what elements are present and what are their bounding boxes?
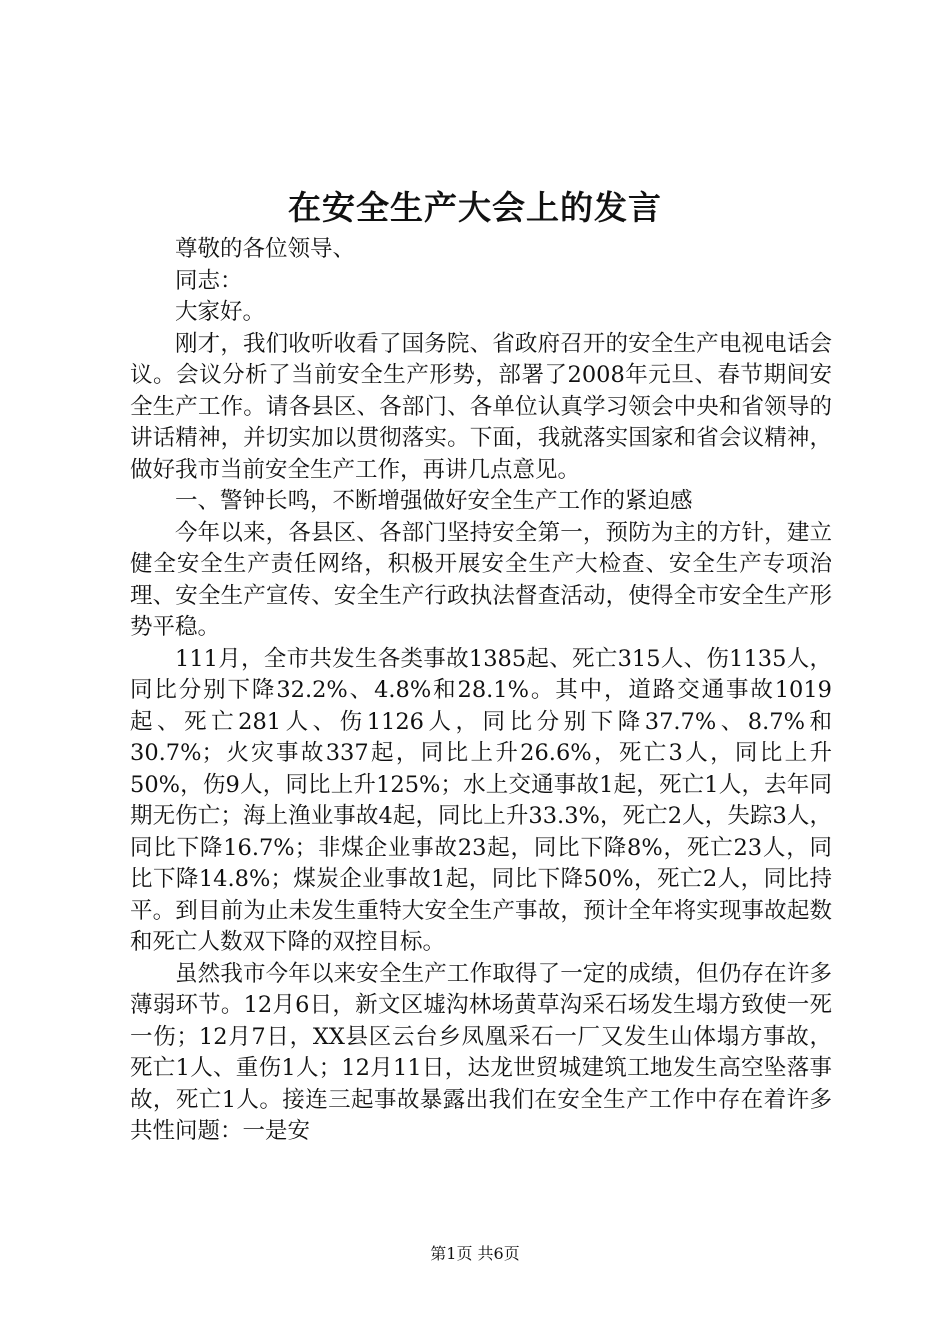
salutation-line-2: 同志： — [175, 267, 243, 294]
page-number-footer: 第1页 共6页 — [430, 1244, 520, 1263]
paragraph-intro: 刚才，我们收听收看了国务院、省政府召开的安全生产电视电话会议。会议分析了当前安全生产形势，部署了2008年元旦、春节期间安全生产工作。请各县区、各部门、各单位认真学习领会中央和省领导的讲话精神，并切实加以贯彻落实。下面，我就落实国家和省会议精神，做好我市当前安全生产工作，再讲几点意见。 — [130, 330, 832, 483]
document-title: 在安全生产大会上的发言 — [288, 188, 662, 227]
section-heading-1: 一、警钟长鸣，不断增强做好安全生产工作的紧迫感 — [175, 488, 693, 514]
paragraph-statistics: 111月，全市共发生各类事故1385起、死亡315人、伤1135人，同比分别下降32.2%、4.8%和28.1%。其中，道路交通事故1019起、死亡281人、伤1126人，同比分别下降37.7%、8.7%和30.7%；火灾事故337起，同比上升26.6%，死亡3人，同比上升50%，伤9人，同比上升125%；水上交通事故1起，死亡1人，去年同期无伤亡；海上渔业事故4起，同比上升33.3%，死亡2人，失踪3人，同比下降16.7%；非煤企业事故23起，同比下降8%，死亡23人，同比下降14.8%；煤炭企业事故1起，同比下降50%，死亡2人，同比持平。到目前为止未发生重特大安全生产事故，预计全年将实现事故起数和死亡人数双下降的双控目标。 — [130, 645, 832, 955]
paragraph-overview: 今年以来，各县区、各部门坚持安全第一，预防为主的方针，建立健全安全生产责任网络，积极开展安全生产大检查、安全生产专项治理、安全生产宣传、安全生产行政执法督查活动，使得全市安全生产形势平稳。 — [130, 519, 832, 640]
document-body — [130, 234, 832, 1148]
greeting: 大家好。 — [175, 299, 266, 325]
salutation-line-1: 尊敬的各位领导、 — [175, 236, 356, 262]
paragraph-weaknesses: 虽然我市今年以来安全生产工作取得了一定的成绩，但仍存在许多薄弱环节。12月6日，新文区墟沟林场黄草沟采石场发生塌方致使一死一伤；12月7日，XX县区云台乡凤凰采石一厂又发生山体塌方事故，死亡1人、重伤1人；12月11日，达龙世贸城建筑工地发生高空坠落事故，死亡1人。接连三起事故暴露出我们在安全生产工作中存在着许多共性问题：一是安 — [130, 960, 832, 1144]
